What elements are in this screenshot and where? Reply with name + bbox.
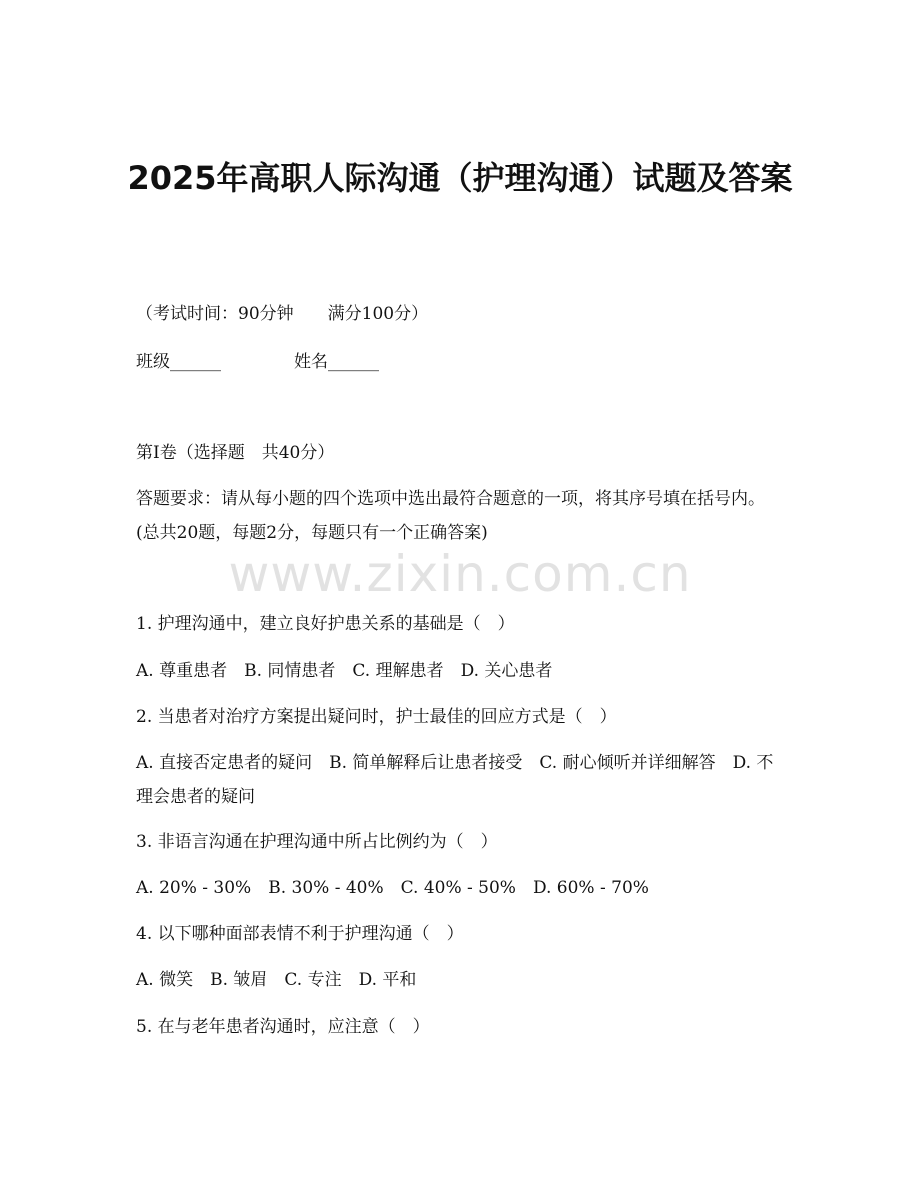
watermark: www.zixin.com.cn: [228, 545, 692, 603]
question-options: A. 20% - 30% B. 30% - 40% C. 40% - 50% D. 60% - 70%: [136, 878, 649, 898]
section-title: 第Ⅰ卷（选择题 共40分）: [136, 443, 335, 463]
document-title: 2025年高职人际沟通（护理沟通）试题及答案: [127, 159, 793, 197]
question-stem: 4. 以下哪种面部表情不利于护理沟通（ ）: [136, 924, 464, 944]
question-options: A. 直接否定患者的疑问 B. 简单解释后让患者接受 C. 耐心倾听并详细解答 D. 不理会患者的疑问: [136, 753, 774, 807]
question-options: A. 尊重患者 B. 同情患者 C. 理解患者 D. 关心患者: [136, 661, 553, 681]
question-options: A. 微笑 B. 皱眉 C. 专注 D. 平和: [136, 970, 417, 990]
question-stem: 2. 当患者对治疗方案提出疑问时，护士最佳的回应方式是（ ）: [136, 707, 617, 727]
exam-info: （考试时间：90分钟 满分100分）: [136, 304, 429, 324]
question-stem: 5. 在与老年患者沟通时，应注意（ ）: [136, 1017, 430, 1037]
name-field-label: 姓名______: [294, 352, 379, 372]
class-field-label: 班级______: [136, 352, 221, 372]
question-stem: 1. 护理沟通中，建立良好护患关系的基础是（ ）: [136, 614, 515, 634]
question-stem: 3. 非语言沟通在护理沟通中所占比例约为（ ）: [136, 832, 498, 852]
answer-instructions: 答题要求：请从每小题的四个选项中选出最符合题意的一项，将其序号填在括号内。(总共20题，每题2分，每题只有一个正确答案): [136, 489, 765, 543]
